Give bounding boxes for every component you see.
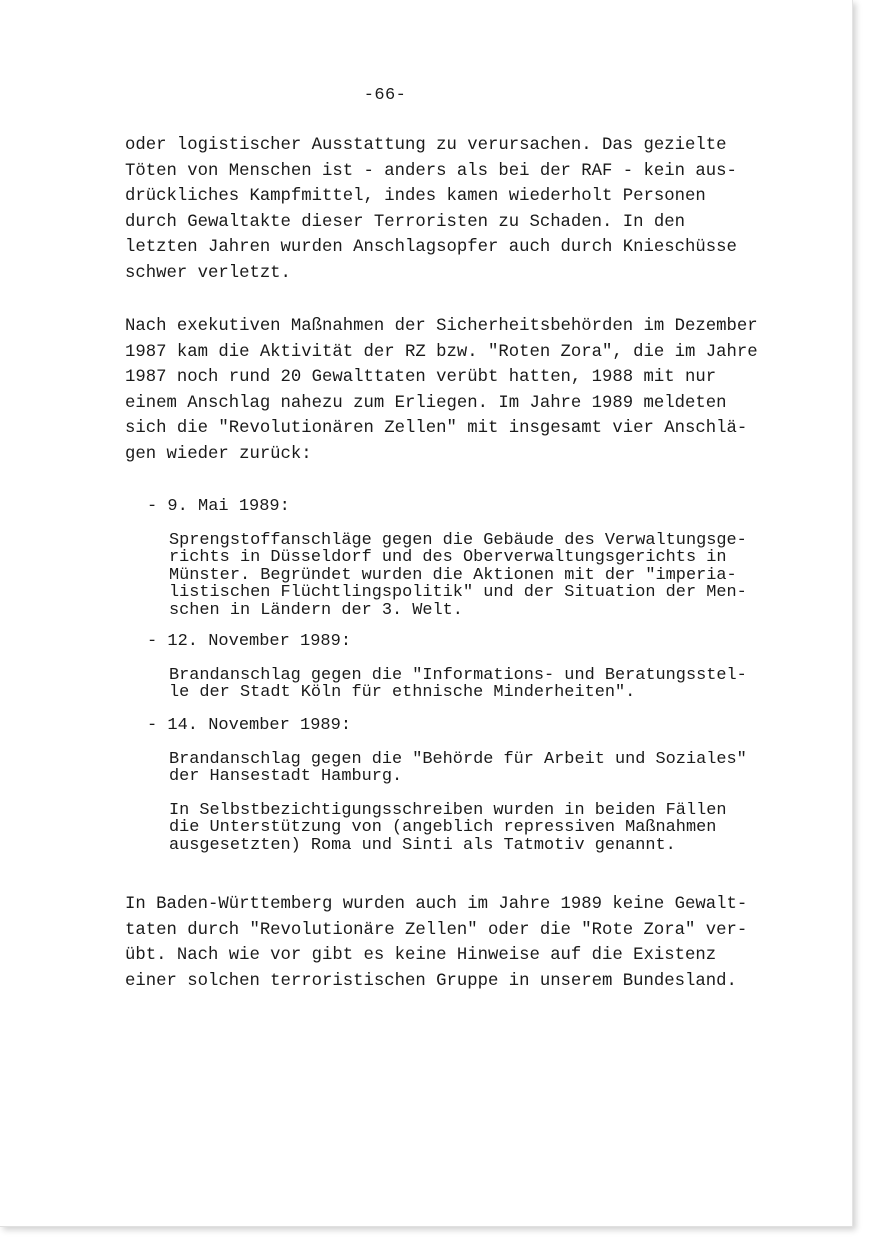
paragraph-line: taten durch "Revolutionäre Zellen" oder die "Rote Zora" ver- [125, 920, 748, 940]
paragraph-line: oder logistischer Ausstattung zu verursachen. Das gezielte [125, 136, 727, 155]
event-line: die Unterstützung von (angeblich repressiven Maßnahmen [169, 818, 717, 838]
event-heading: - 9. Mai 1989: [147, 497, 290, 516]
paragraph-line: 1987 kam die Aktivität der RZ bzw. "Roten Zora", die im Jahre [125, 342, 758, 362]
event-note [169, 802, 726, 854]
event-description [169, 667, 747, 702]
paragraph-3 [125, 892, 747, 994]
event-line: schen in Ländern der 3. Welt. [169, 600, 463, 620]
paragraph-1 [125, 133, 737, 287]
paragraph-line: 1987 noch rund 20 Gewalttaten verübt hatten, 1988 mit nur [125, 368, 717, 388]
event-line: richts in Düsseldorf und des Oberverwaltungsgerichts in [169, 548, 727, 568]
event-line: Brandanschlag gegen die "Informations- und Beratungsstel- [169, 666, 747, 685]
paragraph-line: drückliches Kampfmittel, indes kamen wiederholt Personen [125, 187, 706, 207]
paragraph-2 [125, 314, 758, 468]
paragraph-line: letzten Jahren wurden Anschlagsopfer auch durch Knieschüsse [125, 238, 737, 258]
event-heading: - 14. November 1989: [147, 716, 352, 735]
event-line: der Hansestadt Hamburg. [169, 767, 403, 787]
event-description [169, 751, 747, 786]
event-line: Sprengstoffanschläge gegen die Gebäude des Verwaltungsge- [169, 531, 747, 550]
paragraph-line: Nach exekutiven Maßnahmen der Sicherheitsbehörden im Dezember [125, 317, 758, 336]
event-heading: - 12. November 1989: [147, 632, 352, 651]
event-line: Münster. Begründet wurden die Aktionen mit der "imperia- [169, 565, 737, 585]
event-line: ausgesetzten) Roma und Sinti als Tatmotiv genannt. [169, 835, 676, 855]
page-number: -66- [363, 86, 407, 105]
paragraph-line: In Baden-Württemberg wurden auch im Jahre 1989 keine Gewalt- [125, 895, 748, 914]
paragraph-line: Töten von Menschen ist - anders als bei der RAF - kein aus- [125, 161, 737, 181]
paragraph-line: gen wieder zurück: [125, 444, 312, 464]
event-line: listischen Flüchtlingspolitik" und der Situation der Men- [169, 583, 747, 603]
paragraph-line: sich die "Revolutionären Zellen" mit insgesamt vier Anschlä- [125, 419, 748, 439]
paragraph-line: einem Anschlag nahezu zum Erliegen. Im Jahre 1989 meldeten [125, 393, 727, 413]
paragraph-line: übt. Nach wie vor gibt es keine Hinweise auf die Existenz [125, 946, 717, 966]
paragraph-line: einer solchen terroristischen Gruppe in unserem Bundesland. [125, 971, 737, 991]
event-line: In Selbstbezichtigungsschreiben wurden in beiden Fällen [169, 801, 727, 820]
event-description [169, 532, 747, 619]
paragraph-line: durch Gewaltakte dieser Terroristen zu Schaden. In den [125, 212, 686, 232]
paragraph-line: schwer verletzt. [125, 263, 291, 283]
event-line: le der Stadt Köln für ethnische Minderheiten". [169, 683, 636, 703]
event-line: Brandanschlag gegen die "Behörde für Arbeit und Soziales" [169, 750, 747, 769]
